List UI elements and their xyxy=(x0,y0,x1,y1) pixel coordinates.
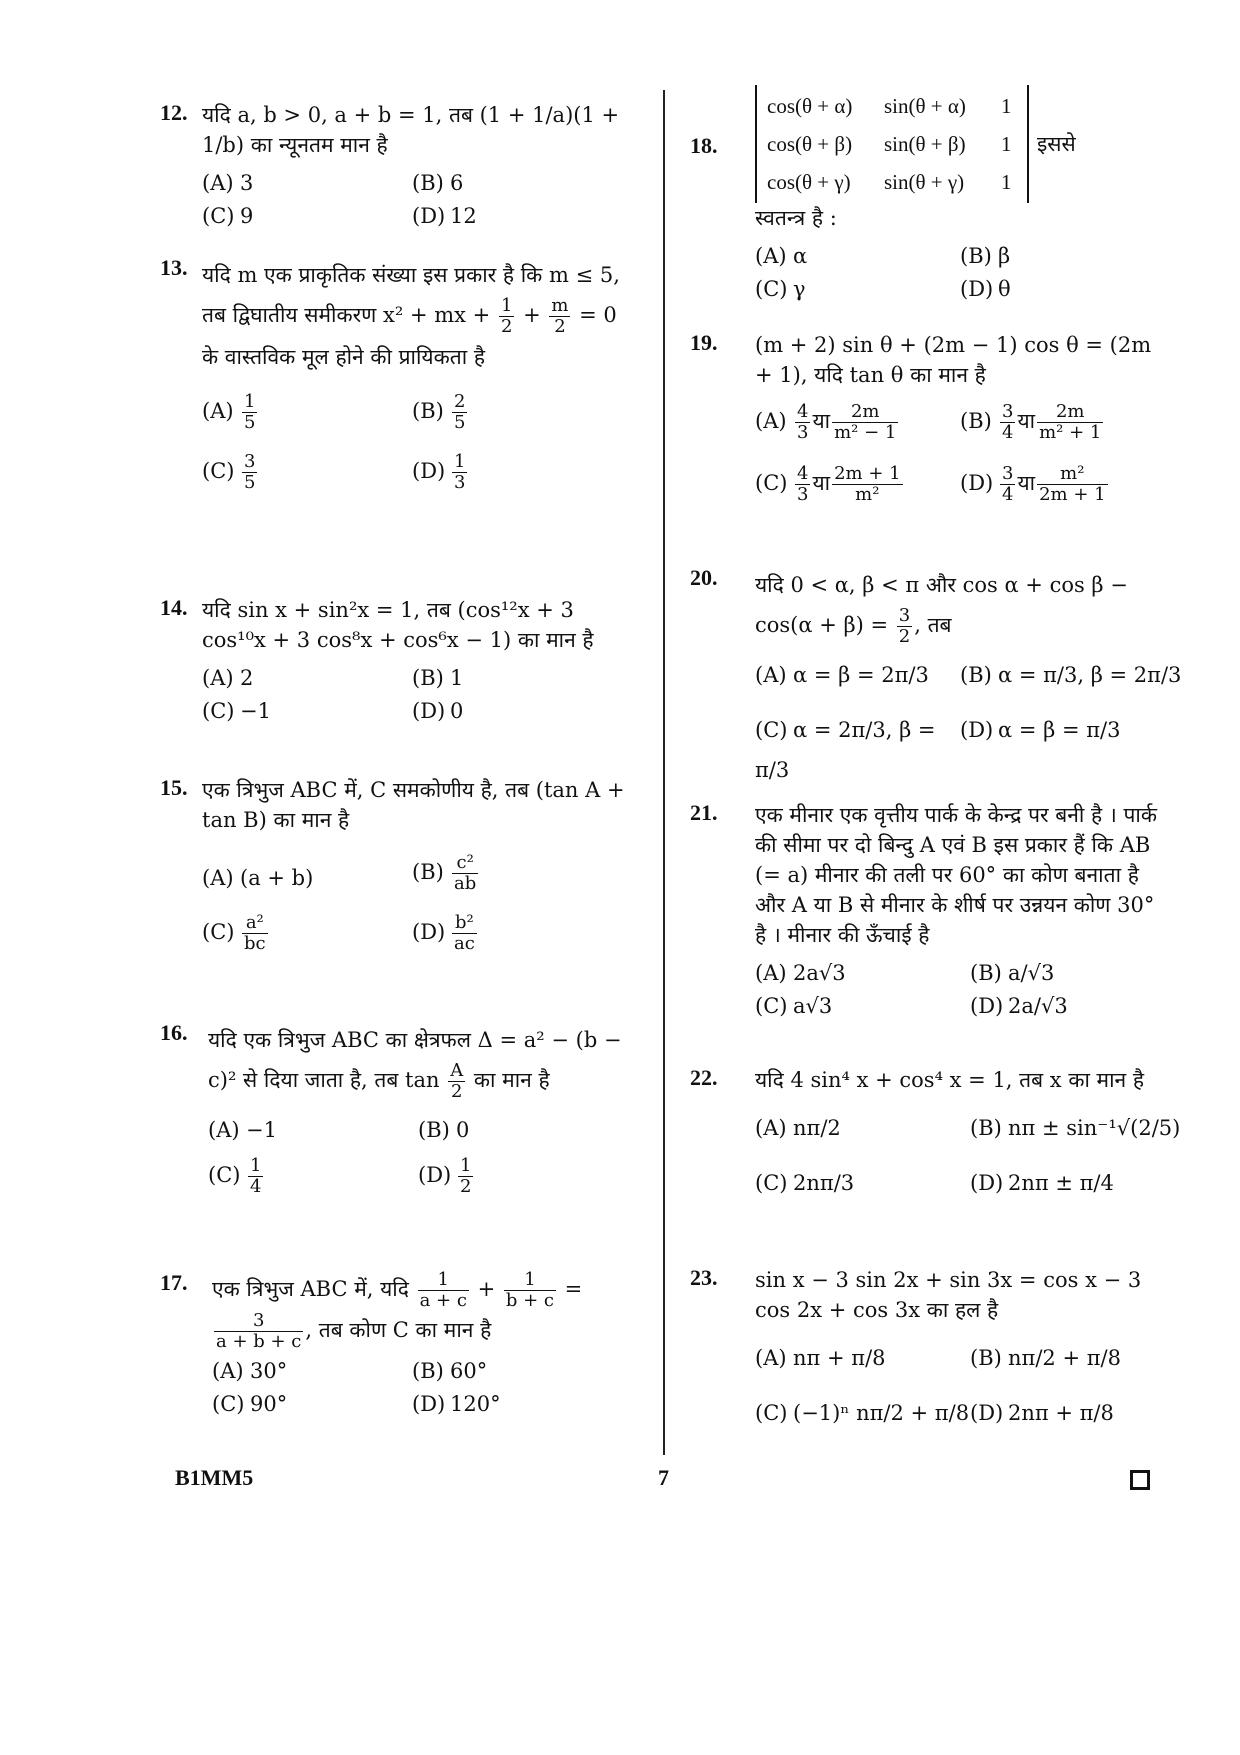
option-d[interactable]: (D) 120° xyxy=(412,1392,501,1416)
option-c[interactable]: (C) α = 2π/3, β = π/3 xyxy=(755,718,936,782)
question-number: 15. xyxy=(160,775,188,800)
option-b[interactable]: (B) $\frac{3}{4}$ या $\frac{2m}{\text{m² + 1}}$ xyxy=(960,401,1102,443)
question-text: एक त्रिभुज ABC में, यदि $\frac{1}{a + c}$ + $\frac{1}{b + c}$ = $\frac{3}{a + b + c}$ , तब कोण C का मान है xyxy=(212,1269,583,1352)
option-d[interactable]: (D) α = β = π/3 xyxy=(960,718,1121,742)
question-number: 12. xyxy=(160,100,188,125)
question-number: 22. xyxy=(690,1065,718,1090)
option-c[interactable]: (C) γ xyxy=(755,277,806,301)
question-text: यदि 0 < α, β < π और cos α + cos β − cos(α + β) = $\frac{3}{2}$ , तब xyxy=(755,573,1128,647)
question-number: 13. xyxy=(160,255,188,280)
question-number: 16. xyxy=(160,1020,188,1045)
option-c[interactable]: (C) 90° xyxy=(212,1392,288,1416)
question-number: 23. xyxy=(690,1265,718,1290)
question-number: 17. xyxy=(160,1270,188,1295)
determinant: cos(θ + α) sin(θ + α) 1 cos(θ + β) sin(θ + β) 1 cos(θ + γ) sin(θ + γ) 1 xyxy=(755,85,1029,203)
option-b[interactable]: (B) a/√3 xyxy=(970,961,1055,985)
question-number: 18. xyxy=(690,133,718,158)
option-a[interactable]: (A) (a + b) xyxy=(202,866,314,890)
option-b[interactable]: (B) β xyxy=(960,244,1011,268)
option-b[interactable]: (B) $\frac{\text{c²}}{ab}$ xyxy=(412,852,477,894)
option-b[interactable]: (B) nπ ± sin⁻¹√(2/5) xyxy=(970,1116,1181,1140)
option-b[interactable]: (B) 1 xyxy=(412,666,464,690)
question-number: 20. xyxy=(690,565,718,590)
question-text: यदि 4 sin⁴ x + cos⁴ x = 1, तब x का मान है xyxy=(755,1068,1145,1092)
question-text: एक त्रिभुज ABC में, C समकोणीय है, तब (tan A + tan B) का मान है xyxy=(202,778,625,832)
question-text: यदि sin x + sin²x = 1, तब (cos¹²x + 3 cos¹⁰x + 3 cos⁸x + cos⁶x − 1) का मान है xyxy=(202,598,594,652)
question-text: स्वतन्त्र है : xyxy=(755,206,837,230)
option-a[interactable]: (A) α xyxy=(755,244,808,268)
option-b[interactable]: (B) 0 xyxy=(418,1118,470,1142)
option-d[interactable]: (D) $\frac{3}{4}$ या $\frac{\text{m²}}{2m + 1}$ xyxy=(960,463,1106,505)
option-a[interactable]: (A) −1 xyxy=(208,1118,277,1142)
option-a[interactable]: (A) 30° xyxy=(212,1359,288,1383)
option-a[interactable]: (A) 2a√3 xyxy=(755,961,846,985)
option-c[interactable]: (C) 2nπ/3 xyxy=(755,1171,855,1195)
question-text: एक मीनार एक वृत्तीय पार्क के केन्द्र पर बनी है । पार्क की सीमा पर दो बिन्दु A एवं B इस प्रकार हैं कि AB (= a) मीनार की तली पर 60° का कोण बनाता है और A या B से मीनार के शीर्ष पर उन्नयन कोण 30° है । मीनार की ऊँचाई है xyxy=(755,803,1157,947)
question-text: यदि a, b > 0, a + b = 1, तब (1 + 1/a)(1 + 1/b) का न्यूनतम मान है xyxy=(202,103,620,157)
option-d[interactable]: (D) θ xyxy=(960,277,1011,301)
question-text-after: इससे xyxy=(1037,132,1076,156)
option-c[interactable]: (C) 9 xyxy=(202,204,254,228)
page-number: 7 xyxy=(658,1465,669,1490)
option-a[interactable]: (A) $\frac{1}{5}$ xyxy=(202,391,256,433)
option-b[interactable]: (B) 6 xyxy=(412,171,464,195)
option-d[interactable]: (D) 2nπ ± π/4 xyxy=(970,1171,1114,1195)
column-divider xyxy=(663,90,665,1455)
option-c[interactable]: (C) $\frac{3}{5}$ xyxy=(202,451,256,493)
option-c[interactable]: (C) a√3 xyxy=(755,994,833,1018)
option-a[interactable]: (A) 2 xyxy=(202,666,254,690)
option-b[interactable]: (B) 60° xyxy=(412,1359,488,1383)
question-text: यदि एक त्रिभुज ABC का क्षेत्रफल Δ = a² − (b − c)² से दिया जाता है, तब tan $\frac{A}{2}$ का मान है xyxy=(208,1028,622,1102)
option-c[interactable]: (C) $\frac{4}{3}$ या $\frac{2m + 1}{\text{m²}}$ xyxy=(755,463,901,505)
option-b[interactable]: (B) nπ/2 + π/8 xyxy=(970,1346,1121,1370)
question-text: sin x − 3 sin 2x + sin 3x = cos x − 3 cos 2x + cos 3x का हल है xyxy=(755,1268,1142,1322)
option-a[interactable]: (A) $\frac{4}{3}$ या $\frac{2m}{\text{m² − 1}}$ xyxy=(755,401,897,443)
question-text: यदि m एक प्राकृतिक संख्या इस प्रकार है कि m ≤ 5, तब द्विघातीय समीकरण x² + mx + $\frac{1}{2}$ + $\frac{m}{2}$ = 0 के वास्तविक मूल होने की प्रायिकता है xyxy=(202,263,620,369)
question-number: 19. xyxy=(690,330,718,355)
option-c[interactable]: (C) −1 xyxy=(202,699,271,723)
option-c[interactable]: (C) (−1)ⁿ nπ/2 + π/8 xyxy=(755,1401,970,1425)
question-number: 14. xyxy=(160,595,188,620)
option-d[interactable]: (D) 0 xyxy=(412,699,464,723)
option-c[interactable]: (C) $\frac{\text{a²}}{bc}$ xyxy=(202,912,266,954)
option-b[interactable]: (B) α = π/3, β = 2π/3 xyxy=(960,663,1182,687)
option-a[interactable]: (A) nπ + π/8 xyxy=(755,1346,886,1370)
question-number: 21. xyxy=(690,800,718,825)
option-a[interactable]: (A) nπ/2 xyxy=(755,1116,841,1140)
option-b[interactable]: (B) $\frac{2}{5}$ xyxy=(412,391,466,433)
option-d[interactable]: (D) $\frac{1}{2}$ xyxy=(418,1155,472,1197)
option-d[interactable]: (D) $\frac{1}{3}$ xyxy=(412,451,466,493)
question-text: (m + 2) sin θ + (2m − 1) cos θ = (2m + 1), यदि tan θ का मान है xyxy=(755,333,1152,387)
option-a[interactable]: (A) 3 xyxy=(202,171,254,195)
corner-square-mark xyxy=(1130,1470,1150,1490)
option-a[interactable]: (A) α = β = 2π/3 xyxy=(755,663,929,687)
option-d[interactable]: (D) $\frac{\text{b²}}{ac}$ xyxy=(412,912,475,954)
booklet-code: B1MM5 xyxy=(175,1465,254,1490)
option-c[interactable]: (C) $\frac{1}{4}$ xyxy=(208,1155,262,1197)
option-d[interactable]: (D) 2nπ + π/8 xyxy=(970,1401,1114,1425)
option-d[interactable]: (D) 2a/√3 xyxy=(970,994,1068,1018)
option-d[interactable]: (D) 12 xyxy=(412,204,477,228)
